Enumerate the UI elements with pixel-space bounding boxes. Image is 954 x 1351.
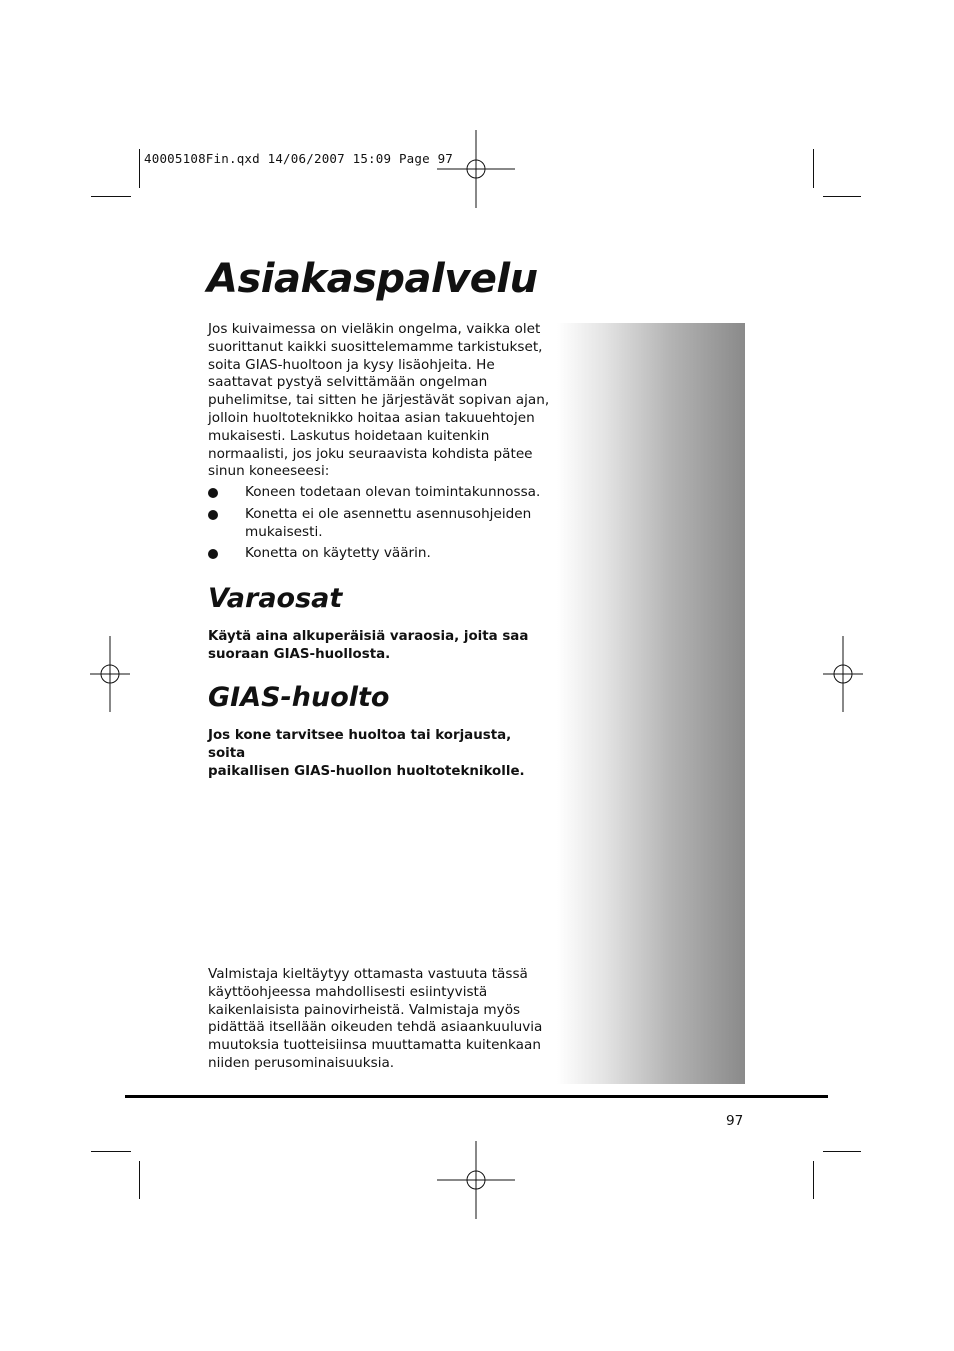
crop-mark <box>823 196 861 197</box>
text-line: Valmistaja kieltäytyy ottamasta vastuuta tässä <box>208 966 528 982</box>
crop-mark <box>813 1161 814 1199</box>
text-line: suoraan GIAS-huollosta. <box>208 646 391 662</box>
text-line: saattavat pystyä selvittämään ongelman <box>208 374 488 391</box>
text-line: kaikenlaisista painovirheistä. Valmistaja myös <box>208 1001 521 1018</box>
text-line: puhelimitse, tai sitten he järjestävät sopivan ajan, <box>208 392 550 409</box>
crop-mark <box>91 196 131 197</box>
text-line: Konetta on käytetty väärin. <box>245 545 431 562</box>
list-item <box>208 506 558 542</box>
bullet-icon <box>208 488 218 498</box>
varaosat-paragraph <box>208 628 538 664</box>
text-line: soita GIAS-huoltoon ja kysy lisäohjeita. He <box>208 356 495 373</box>
text-line: jolloin huoltoteknikko hoitaa asian takuuehtojen <box>208 409 535 426</box>
registration-mark-icon <box>823 636 863 712</box>
gias-huolto-paragraph <box>208 727 538 780</box>
registration-mark-icon <box>437 1141 515 1219</box>
text-line: Konetta ei ole asennettu asennusohjeiden <box>245 505 532 522</box>
text-line: suorittanut kaikki suosittelemamme tarkistukset, <box>208 338 543 355</box>
decorative-gradient-bar <box>557 323 745 1084</box>
list-item <box>208 484 558 502</box>
disclaimer-paragraph <box>208 966 553 1073</box>
bullet-icon <box>208 510 218 520</box>
text-line: Käytä aina alkuperäisiä varaosia, joita saa <box>208 629 529 644</box>
gias-huolto-heading: GIAS-huolto <box>208 682 390 713</box>
bullet-icon <box>208 549 218 559</box>
intro-paragraph <box>208 321 553 481</box>
varaosat-heading: Varaosat <box>208 583 343 614</box>
page-number: 97 <box>726 1113 744 1129</box>
text-line: muutoksia tuotteisiinsa muuttamatta kuitenkaan <box>208 1037 541 1054</box>
text-line: paikallisen GIAS-huollon huoltoteknikolle. <box>208 763 525 779</box>
registration-mark-icon <box>90 636 130 712</box>
list-item <box>208 545 558 563</box>
text-line: käyttöohjeessa mahdollisesti esiintyvistä <box>208 983 488 1000</box>
footer-rule <box>125 1095 828 1098</box>
text-line: niiden perusominaisuuksia. <box>208 1054 395 1071</box>
text-line: normaalisti, jos joku seuraavista kohdista pätee <box>208 445 533 462</box>
printer-slug: 40005108Fin.qxd 14/06/2007 15:09 Page 97 <box>144 151 454 166</box>
crop-mark <box>139 1161 140 1199</box>
text-line: mukaisesti. <box>245 523 323 540</box>
crop-mark <box>823 1151 861 1152</box>
text-line: Koneen todetaan olevan toimintakunnossa. <box>245 484 541 500</box>
crop-mark <box>91 1151 131 1152</box>
registration-mark-icon <box>437 130 515 208</box>
text-line: pidättää itsellään oikeuden tehdä asiaankuuluvia <box>208 1019 543 1036</box>
crop-mark <box>139 149 140 188</box>
conditions-list <box>208 484 558 567</box>
page-title: Asiakaspalvelu <box>207 256 538 302</box>
text-line: mukaisesti. Laskutus hoidetaan kuitenkin <box>208 427 490 444</box>
crop-mark <box>813 149 814 188</box>
text-line: sinun koneeseesi: <box>208 463 330 480</box>
text-line: Jos kone tarvitsee huoltoa tai korjausta, soita <box>208 728 512 761</box>
text-line: Jos kuivaimessa on vieläkin ongelma, vaikka olet <box>208 321 541 337</box>
